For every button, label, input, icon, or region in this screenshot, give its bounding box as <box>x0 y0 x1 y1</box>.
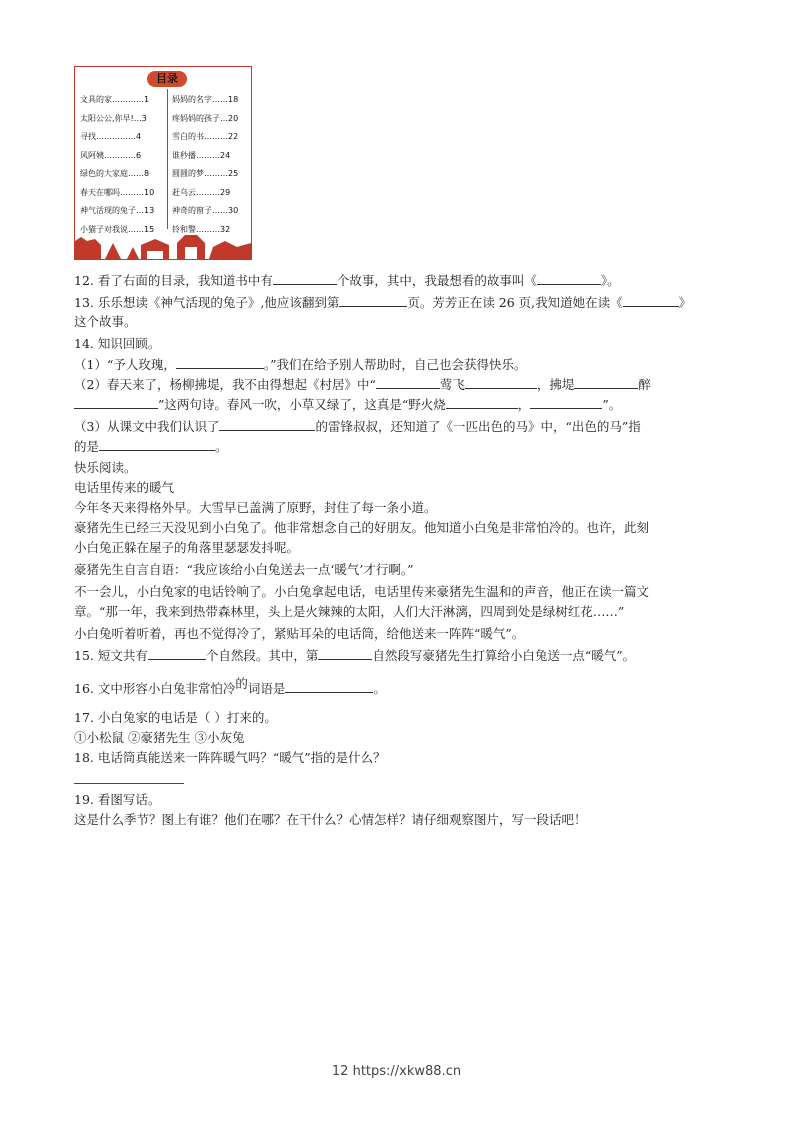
answer-blank[interactable] <box>99 438 215 451</box>
question-15: 15. 短文共有 个自然段。其中，第 自然段写豪猪先生打算给小白兔送一点“暖气”。 <box>74 648 636 663</box>
question-14-2: （2）春天来了，杨柳拂堤，我不由得想起《村居》中“ 莺飞 ，拂堤 醉 <box>74 377 651 392</box>
story-paragraph: 豪猪先生自言自语：“我应该给小白兔送去一点‘暖气’才行啊。” <box>74 562 414 577</box>
toc-entry: 铃和警………32 <box>172 224 231 234</box>
question-14-3-cont: 的是 。 <box>74 439 228 454</box>
answer-blank[interactable] <box>148 647 206 660</box>
answer-blank[interactable] <box>285 680 373 693</box>
toc-entry: 风阿姨…………6 <box>80 150 142 160</box>
question-14-2-cont: ”这两句诗。春风一吹，小草又绿了，这真是“野火烧 ， ”。 <box>74 396 621 413</box>
story-paragraph: 今年冬天来得格外早。大雪早已盖满了原野，封住了每一条小道。 <box>74 500 437 515</box>
answer-blank[interactable] <box>465 376 537 389</box>
toc-entry: 小猫子对我说……15 <box>80 224 155 234</box>
story-paragraph: 豪猪先生已经三天没见到小白兔了。他非常想念自己的好朋友。他知道小白兔是非常怕冷的。也许，此刻 <box>74 520 650 535</box>
toc-left-column <box>80 91 162 239</box>
story-paragraph-cont: 小白兔正躲在屋子的角落里瑟瑟发抖呢。 <box>74 540 300 555</box>
answer-blank[interactable] <box>318 647 372 660</box>
toc-entry: 赶乌云………29 <box>172 187 231 197</box>
toc-entry: 圆圆的梦………25 <box>172 169 239 178</box>
toc-entry: 太阳公公,你早!…3 <box>80 113 147 123</box>
story-paragraph: 小白兔听着听着，再也不觉得冷了，紧贴耳朵的电话筒，给他送来一阵阵“暖气”。 <box>74 626 525 641</box>
toc-divider <box>167 89 168 229</box>
answer-blank[interactable] <box>339 294 407 307</box>
question-16: 16. 文中形容小白兔非常怕冷的词语是 。 <box>74 676 386 696</box>
answer-blank[interactable] <box>219 418 315 431</box>
toc-entry: 谁秒播………24 <box>172 150 231 160</box>
answer-blank[interactable] <box>273 272 337 285</box>
question-19-description: 这是什么季节？图上有谁？他们在哪？在干什么？心情怎样？请仔细观察图片，写一段话吧！ <box>74 812 587 827</box>
answer-blank[interactable] <box>574 376 638 389</box>
question-14-1: （1）“予人玫瑰， 。”我们在给予别人帮助时，自己也会获得快乐。 <box>74 357 527 372</box>
story-paragraph: 不一会儿，小白兔家的电话铃响了。小白兔拿起电话，电话里传来豪猪先生温和的声音，他正在读一篇文 <box>74 584 650 599</box>
question-14-3: （3）从课文中我们认识了 的雷锋叔叔，还知道了《一匹出色的马》中，“出色的马”指 <box>74 419 641 434</box>
story-title: 电话里传来的暖气 <box>74 480 175 495</box>
toc-title: 目录 <box>147 71 187 87</box>
page-footer: 12 https://xkw88.cn <box>331 1064 462 1079</box>
answer-blank[interactable] <box>537 272 601 285</box>
answer-blank[interactable] <box>446 396 518 409</box>
question-13: 13. 乐乐想读《神气活现的兔子》,他应该翻到第 页。芳芳正在读 26 页,我知道她在读《 》 <box>74 295 692 310</box>
question-13-cont: 这个故事。 <box>74 314 137 329</box>
toc-image <box>74 66 252 260</box>
toc-entry: 春天在哪吗………10 <box>80 187 155 197</box>
toc-right-column <box>172 91 247 239</box>
question-12: 12. 看了右面的目录，我知道书中有 个故事，其中，我最想看的故事叫《 》。 <box>74 273 620 288</box>
toc-entry: 雪白的书………22 <box>172 132 239 141</box>
question-18: 18. 电话筒真能送来一阵阵暖气吗？“暖气”指的是什么？ <box>74 750 386 765</box>
toc-entry: 寻找……………4 <box>80 132 142 141</box>
story-paragraph-cont: 章。“那一年，我来到热带森林里，头上是火辣辣的太阳，人们大汗淋漓，四周到处是绿树红花……” <box>74 604 625 619</box>
answer-line[interactable] <box>74 783 184 784</box>
rooftops-decoration <box>75 229 251 259</box>
question-19: 19. 看图写话。 <box>74 792 161 807</box>
reading-heading: 快乐阅读。 <box>74 460 137 475</box>
question-14: 14. 知识回顾。 <box>74 336 161 351</box>
toc-entry: 绿色的大家庭……8 <box>80 169 150 178</box>
answer-blank[interactable] <box>623 294 679 307</box>
toc-entry: 神气活现的兔子…13 <box>80 206 155 215</box>
toc-entry: 疼妈妈的孩子…20 <box>172 113 239 123</box>
question-17-options: ①小松鼠 ②豪猪先生 ③小灰兔 <box>74 730 245 745</box>
answer-blank[interactable] <box>74 396 158 409</box>
toc-entry: 神奇的窗子……30 <box>172 206 239 215</box>
answer-blank[interactable] <box>176 356 264 369</box>
toc-entry: 文具的家…………1 <box>80 95 150 104</box>
answer-blank[interactable] <box>530 396 602 409</box>
answer-blank[interactable] <box>376 376 440 389</box>
toc-entry: 妈妈的名字……18 <box>172 95 239 104</box>
question-17: 17. 小白兔家的电话是（ ）打来的。 <box>74 710 277 725</box>
